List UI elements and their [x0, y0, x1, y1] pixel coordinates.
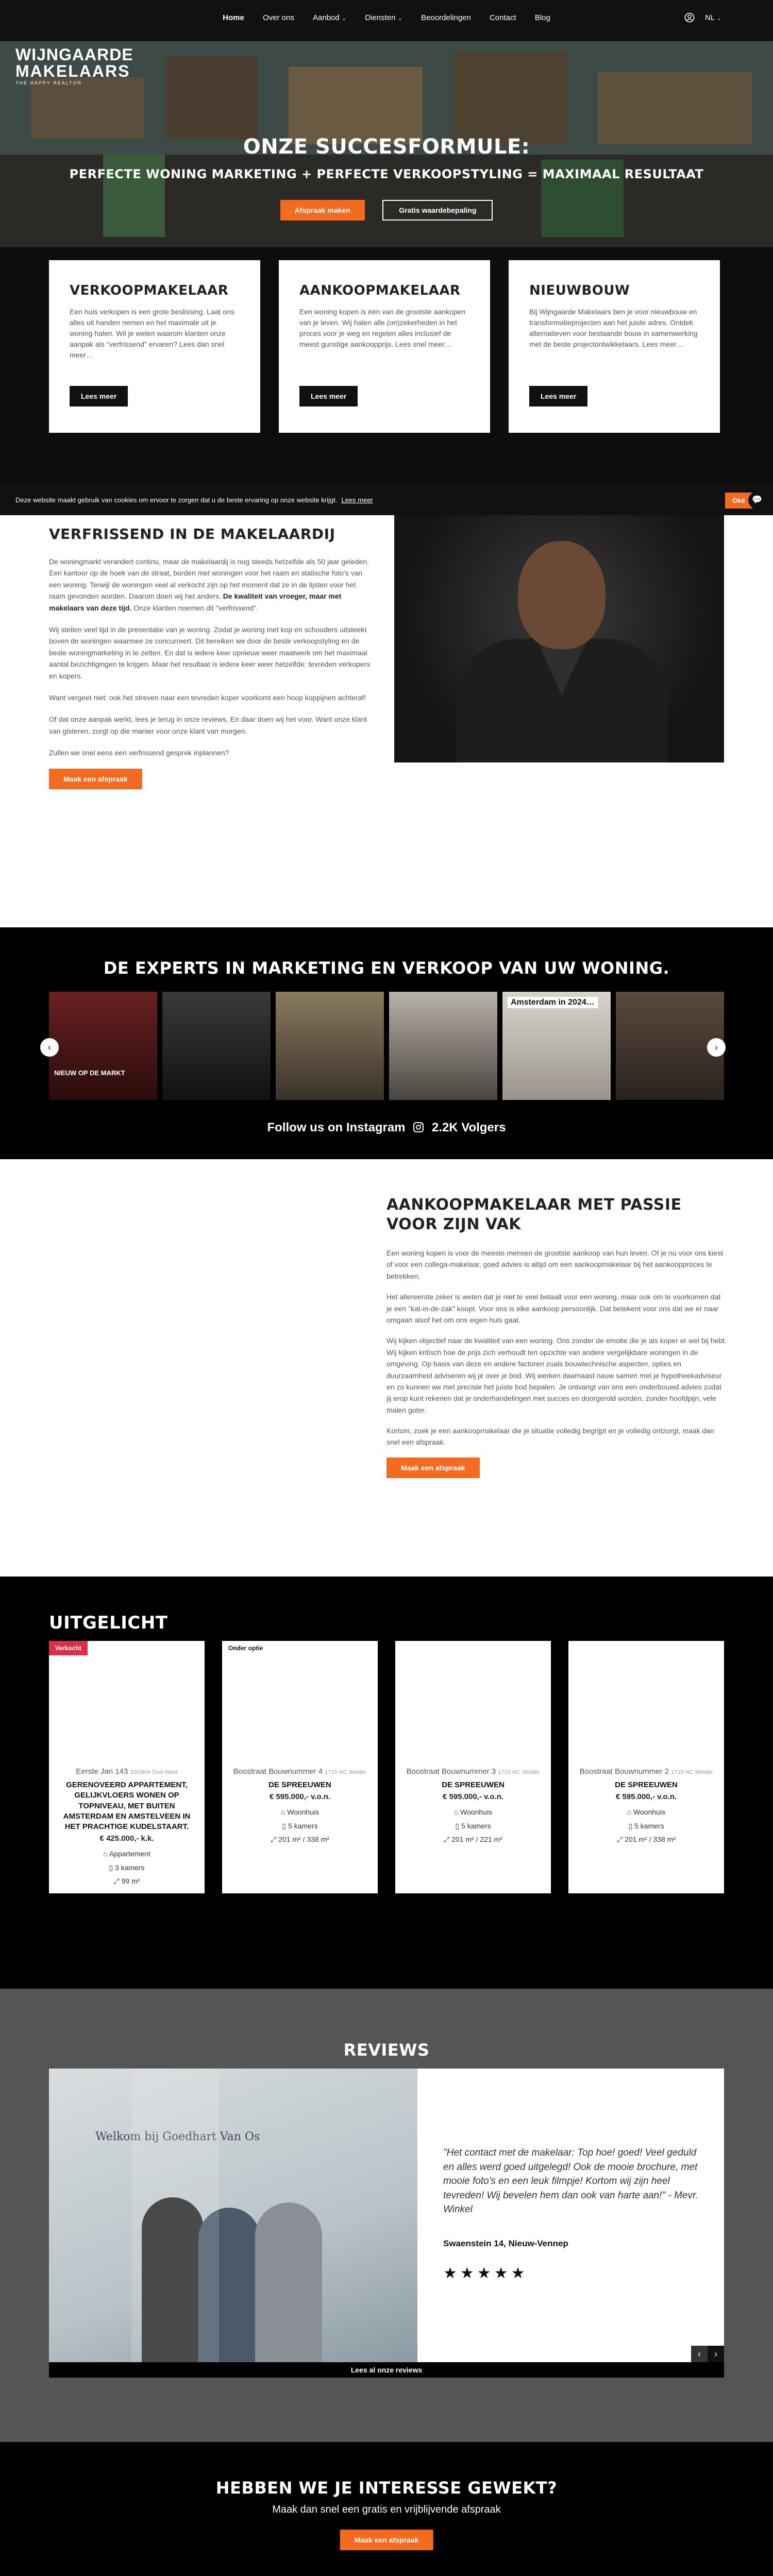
listing-image	[568, 1641, 724, 1767]
hero-subtitle: PERFECTE WONING MARKETING + PERFECTE VERKOOPSTYLING = MAXIMAAL RESULTAAT	[69, 167, 704, 181]
language-selector[interactable]	[705, 13, 721, 22]
review-door	[131, 2069, 219, 2362]
aankoop-p2: Het allereerste zeker is weten dat je niet te veel betaalt voor een woning, maar ook om te voorkomen dat je een "kat-in-de-zak" koopt. Voor ons is elke aankoop persoonlijk. Dat betekent voor ons dat we er naar omgaan alsof het om ons eigen huis gaat.	[386, 1293, 721, 1324]
listing-address	[222, 1767, 378, 1776]
nav-home[interactable]: Home	[223, 13, 244, 22]
nav-contact[interactable]: Contact	[489, 13, 516, 22]
afspraak-maken-button[interactable]: Afspraak maken	[280, 200, 365, 221]
uitgelicht-title: UITGELICHT	[49, 1613, 168, 1633]
instagram-post[interactable]	[162, 992, 271, 1100]
listing-title: DE SPREEUWEN	[615, 1781, 678, 1789]
reviews-title: REVIEWS	[343, 2040, 430, 2060]
cookie-lees-meer-link[interactable]: Lees meer	[341, 496, 373, 504]
door-icon: ▯	[628, 1821, 633, 1830]
service-card-aankoop	[279, 260, 490, 433]
hero-title: ONZE SUCCESFORMULE:	[243, 135, 530, 159]
listing-price: € 595.000,- v.o.n.	[442, 1792, 504, 1802]
lees-meer-button[interactable]: Lees meer	[529, 386, 587, 406]
cta-title: HEBBEN WE JE INTERESSE GEWEKT?	[215, 2478, 558, 2498]
card-text: Bij Wijngaarde Makelaars ben je voor nieuwbouw en transformatieprojecten aan het juiste adres. Ontdek alternatieven voor bestaande bouw in samenwerking met de beste projectontwikkelaars. Lees meer…	[529, 308, 698, 348]
listing-card[interactable]	[49, 1641, 205, 1893]
review-photo-sign: Welkom bij Goedhart Van Os	[95, 2130, 260, 2143]
cookie-banner	[0, 484, 773, 515]
hero-section	[0, 0, 773, 484]
intro-p5: Zullen we snel eens een verfrissend gesprek inplannen?	[49, 749, 229, 757]
intro-p1-bold: De kwaliteit van vroeger, maar met makelaars van deze tijd.	[49, 592, 342, 612]
nav-blog[interactable]: Blog	[534, 13, 550, 22]
user-account-icon[interactable]	[684, 12, 695, 23]
nav-aanbod-label: Aanbod	[313, 13, 340, 22]
listing-area	[395, 1833, 551, 1846]
maak-een-afspraak-button[interactable]: Maak een afspraak	[386, 1458, 480, 1478]
listing-price: € 595.000,- v.o.n.	[269, 1792, 331, 1802]
intro-p1-tail: Onze klanten noemen dit "verfrissend".	[133, 603, 259, 612]
listing-rooms-label: 5 kamers	[288, 1821, 318, 1830]
door-icon: ▯	[109, 1863, 113, 1872]
nav-utilities	[684, 12, 721, 23]
listing-type-label: Woonhuis	[633, 1808, 666, 1817]
main-menu	[0, 13, 773, 22]
instagram-follow[interactable]	[0, 1121, 773, 1135]
listing-rooms-label: 3 kamers	[115, 1863, 145, 1872]
intro-text	[49, 526, 374, 789]
listing-grid	[49, 1641, 724, 1893]
listing-rooms	[568, 1819, 724, 1833]
experts-title: DE EXPERTS IN MARKETING EN VERKOOP VAN UW WONING.	[103, 958, 670, 978]
listing-image	[49, 1641, 205, 1767]
lees-meer-button[interactable]: Lees meer	[299, 386, 358, 406]
listing-type	[49, 1847, 205, 1861]
star-rating-icon: ★★★★★	[443, 2265, 528, 2282]
listing-rooms	[395, 1819, 551, 1833]
makelaar-portrait	[394, 515, 724, 762]
instagram-section	[0, 927, 773, 1159]
review-prev-button[interactable]: ‹	[691, 2346, 708, 2362]
intro-p1: De woningmarkt verandert continu, maar de makelaardij is nog steeds hetzelfde als 50 jaar geleden. Een kantoor op de hoek van de straat, borden met woningen voor het raam en statische foto's van een woning. Terwijl de woningen veel al verkocht zijn op het moment dat ze in de lijsten voor het raam gevonden worden. Daarom doen wij het anders.	[49, 557, 369, 601]
area-icon: ⤢	[271, 1835, 277, 1844]
listing-meta	[395, 1805, 551, 1846]
review-photo	[49, 2069, 417, 2362]
listing-type	[568, 1805, 724, 1819]
door-icon: ▯	[282, 1821, 287, 1830]
listing-area	[568, 1833, 724, 1846]
area-icon: ⤢	[617, 1835, 623, 1844]
instagram-follow-label: Follow us on Instagram	[267, 1121, 406, 1134]
all-reviews-link[interactable]: Lees al onze reviews	[49, 2362, 724, 2378]
cookie-text: Deze website maakt gebruik van cookies om ervoor te zorgen dat u de beste ervaring op onze website krijgt.	[15, 496, 338, 504]
review-arrows	[691, 2346, 724, 2362]
service-card-verkoop	[49, 260, 260, 433]
featured-listings-section	[0, 1577, 773, 1989]
listing-area-label: 201 m² / 221 m²	[451, 1835, 502, 1844]
intro-p2: Wij stellen veel tijd in de presentatie van je woning. Zodat je woning met kop en schouders uitsteekt boven de woningen waarmee ze concurreert. Dit bereiken we door de beste verkoopstyling en de beste woningmarketing in te zetten. En dat is iedere keer opnieuw weer maatwerk om het maximaal aantal bezichtigingen te krijgen. Maar het resultaat is iedere keer weer hetzelfde: tevreden verkopers en kopers.	[49, 625, 371, 680]
gratis-waardebepaling-button[interactable]: Gratis waardebepaling	[382, 200, 493, 221]
listing-image	[222, 1641, 378, 1767]
intro-paragraph	[49, 556, 374, 614]
carousel-next-button[interactable]: ›	[707, 1038, 726, 1057]
listing-rooms	[49, 1861, 205, 1875]
listing-street: Boostraat Bouwnummer 4	[233, 1767, 323, 1776]
maak-een-afspraak-button[interactable]: Maak een afspraak	[340, 2530, 433, 2550]
listing-rooms-label: 5 kamers	[634, 1821, 664, 1830]
instagram-post[interactable]	[389, 992, 497, 1100]
intro-p4: Of dat onze aanpak werkt, lees je terug in onze reviews. En daar doen wij het voor. Want onze klant van gisteren, zorgt op die manier voor onze klant van morgen.	[49, 715, 367, 735]
listing-price: € 425.000,- k.k.	[99, 1834, 154, 1843]
listing-city: 1715 NC Wolder	[325, 1769, 367, 1775]
service-card-nieuwbouw	[509, 260, 720, 433]
top-navigation	[0, 0, 773, 41]
instagram-followers: 2.2K Volgers	[431, 1121, 506, 1134]
logo-line-1: WIJNGAARDE	[15, 45, 133, 64]
review-next-button[interactable]: ›	[708, 2346, 724, 2362]
area-icon: ⤢	[444, 1835, 450, 1844]
aankoop-p4: Kortom, zoek je een aankoopmakelaar die je situatie volledig begrijpt en je volledig ontzorgt, maak dan snel een afspraak.	[386, 1427, 714, 1447]
listing-address	[49, 1767, 205, 1776]
area-icon: ⤢	[113, 1877, 120, 1886]
listing-type-label: Woonhuis	[287, 1808, 320, 1817]
listing-city: 1715 NC Wolder	[498, 1769, 540, 1775]
listing-price: € 595.000,- v.o.n.	[615, 1792, 677, 1802]
house-icon: ⌂	[453, 1808, 459, 1817]
aankoop-section	[0, 1159, 773, 1577]
listing-type-label: Appartement	[109, 1850, 150, 1858]
listing-rooms	[222, 1819, 378, 1833]
listing-street: Boostraat Bouwnummer 3	[406, 1767, 496, 1776]
listing-address	[395, 1767, 551, 1776]
instagram-icon	[413, 1122, 424, 1133]
listing-card[interactable]	[395, 1641, 551, 1893]
house-icon: ⌂	[103, 1850, 108, 1858]
carousel-prev-button[interactable]: ‹	[40, 1038, 59, 1057]
logo-tagline: THE HAPPY REALTOR	[15, 80, 82, 86]
instagram-post[interactable]	[49, 992, 157, 1100]
hero-buttons	[0, 200, 773, 221]
listing-street: Boostraat Bouwnummer 2	[579, 1767, 669, 1776]
card-title: NIEUWBOUW	[529, 283, 630, 298]
listing-area-label: 201 m² / 338 m²	[625, 1835, 676, 1844]
cta-section	[0, 2442, 773, 2576]
listing-title: GERENOVEERD APPARTEMENT, GELIJKVLOERS WONEN OP TOPNIVEAU, MET BUITEN AMSTERDAM EN AMSTELVEEN IN HET PRACHTIGE KUDELSTAART.	[63, 1781, 191, 1831]
listing-title: DE SPREEUWEN	[268, 1781, 331, 1789]
post-caption: NIEUW OP DE MARKT	[54, 1069, 125, 1077]
nav-diensten-label: Diensten	[365, 13, 396, 22]
door-icon: ▯	[455, 1821, 460, 1830]
nav-over-ons[interactable]: Over ons	[262, 13, 294, 22]
nav-diensten[interactable]	[365, 13, 402, 22]
lees-meer-button[interactable]: Lees meer	[70, 386, 128, 406]
listing-type-label: Woonhuis	[460, 1808, 493, 1817]
listing-address	[568, 1767, 724, 1776]
listing-card[interactable]	[568, 1641, 724, 1893]
logo-line-2: MAKELAARS	[15, 62, 130, 80]
site-logo[interactable]	[15, 46, 133, 86]
status-badge: Verkocht	[49, 1641, 88, 1655]
review-slide	[49, 2069, 724, 2362]
aankoop-title: AANKOOPMAKELAAR MET PASSIE VOOR ZIJN VAK	[386, 1196, 682, 1233]
listing-area-label: 201 m² / 338 m²	[278, 1835, 329, 1844]
language-label: NL	[704, 13, 715, 22]
listing-rooms-label: 5 kamers	[461, 1821, 491, 1830]
chevron-down-icon: ⌄	[341, 15, 347, 22]
intro-title: VERFRISSEND IN DE MAKELAARDIJ	[49, 526, 335, 543]
review-person	[255, 2202, 322, 2362]
listing-image	[395, 1641, 551, 1767]
instagram-post[interactable]	[276, 992, 384, 1100]
post-caption: Amsterdam in 2024…	[508, 997, 598, 1008]
review-author: Swaenstein 14, Nieuw-Vennep	[443, 2239, 568, 2248]
listing-city: 1715 NC Wolder	[671, 1769, 713, 1775]
nav-beoordelingen[interactable]: Beoordelingen	[421, 13, 471, 22]
chevron-down-icon: ⌄	[716, 15, 721, 22]
instagram-feed	[49, 992, 724, 1100]
listing-type	[395, 1805, 551, 1819]
maak-een-afspraak-button[interactable]: Maak een afspraak	[49, 769, 142, 789]
reviews-section	[0, 1989, 773, 2442]
card-title: VERKOOPMAKELAAR	[70, 283, 229, 298]
service-cards	[49, 260, 724, 433]
listing-meta	[49, 1847, 205, 1888]
intro-section	[0, 515, 773, 927]
aankoop-text	[386, 1195, 727, 1478]
card-text: Een huis verkopen is een grote beslissing. Laat ons alles uit handen nemen en het maximale uit je woning halen. Wil je weten waarom klanten onze aanpak als "verfrissend" ervaren? Lees dan snel meer…	[70, 308, 234, 359]
chat-icon[interactable]: 💬	[748, 492, 766, 509]
listing-area	[222, 1833, 378, 1846]
listing-meta	[222, 1805, 378, 1846]
nav-aanbod[interactable]	[313, 13, 346, 22]
status-badge: Onder optie	[222, 1641, 269, 1655]
review-quote: "Het contact met de makelaar: Top hoe! goed! Veel geduld en alles werd goed uitgelegd! Ook de mooie brochure, met mooie foto's en een leuk filmpje! Kortom wij zijn heel tevreden! Wij bevelen hem dan ook van harte aan!" - Mevr. Winkel	[443, 2147, 698, 2215]
aankoop-p1: Een woning kopen is voor de meeste mensen de grootste aankoop van hun leven. Of je nu voor ons kiest of voor een collega-makelaar, goed advies is altijd om een aankoopmakelaar bij het aankoopproces te betrekken.	[386, 1249, 723, 1280]
listing-title: DE SPREEUWEN	[442, 1781, 505, 1789]
listing-city: 1053KH Oud-West	[130, 1769, 178, 1775]
listing-card[interactable]	[222, 1641, 378, 1893]
listing-area-label: 99 m²	[121, 1877, 140, 1886]
cta-text: Maak dan snel een gratis en vrijblijvende afspraak	[272, 2504, 501, 2515]
listing-area	[49, 1874, 205, 1888]
chevron-down-icon: ⌄	[397, 15, 402, 22]
cookie-accept-button[interactable]: Oké	[725, 493, 752, 509]
listing-type	[222, 1805, 378, 1819]
card-text: Een woning kopen is één van de grootste aankopen van je leven. Wij halen alle (on)zekerheden in het proces voor je weg en regelen alles inclusief de meest gunstige aankoopprijs. Lees snel meer…	[299, 308, 466, 348]
card-title: AANKOOPMAKELAAR	[299, 283, 461, 298]
intro-p3: Want vergeet niet: ook het streven naar een tevreden koper voorkomt een hoop koppijnen achteraf!	[49, 693, 366, 702]
listing-street: Eerste Jan 143	[76, 1767, 128, 1776]
portrait-head	[518, 541, 606, 649]
house-icon: ⌂	[280, 1808, 285, 1817]
listing-meta	[568, 1805, 724, 1846]
aankoop-p3: Wij kijken objectief naar de kwaliteit van een woning. Ons zonder de emotie die je als koper er wel bij hebt. Wij kijken kritisch hoe de prijs zich verhoudt ten opzichte van andere vergelijkbare woningen in de omgeving. Op basis van deze en andere factoren zoals bouwtechnische aspecten, opties en duurzaamheid adviseren wij je over je bod. Wij werken daarnaast nauw samen met je hypotheekadviseur en zo kunnen we met precisie het juiste bod bepalen. Je ontvangt van ons een onderbouwd advies zodat jij erop kunt rekenen dat je onderhandelingen met succes en doorgerold worden, zonder hoofdpijn, vele malen goter.	[386, 1336, 727, 1414]
instagram-post[interactable]	[502, 992, 611, 1100]
house-icon: ⌂	[627, 1808, 632, 1817]
